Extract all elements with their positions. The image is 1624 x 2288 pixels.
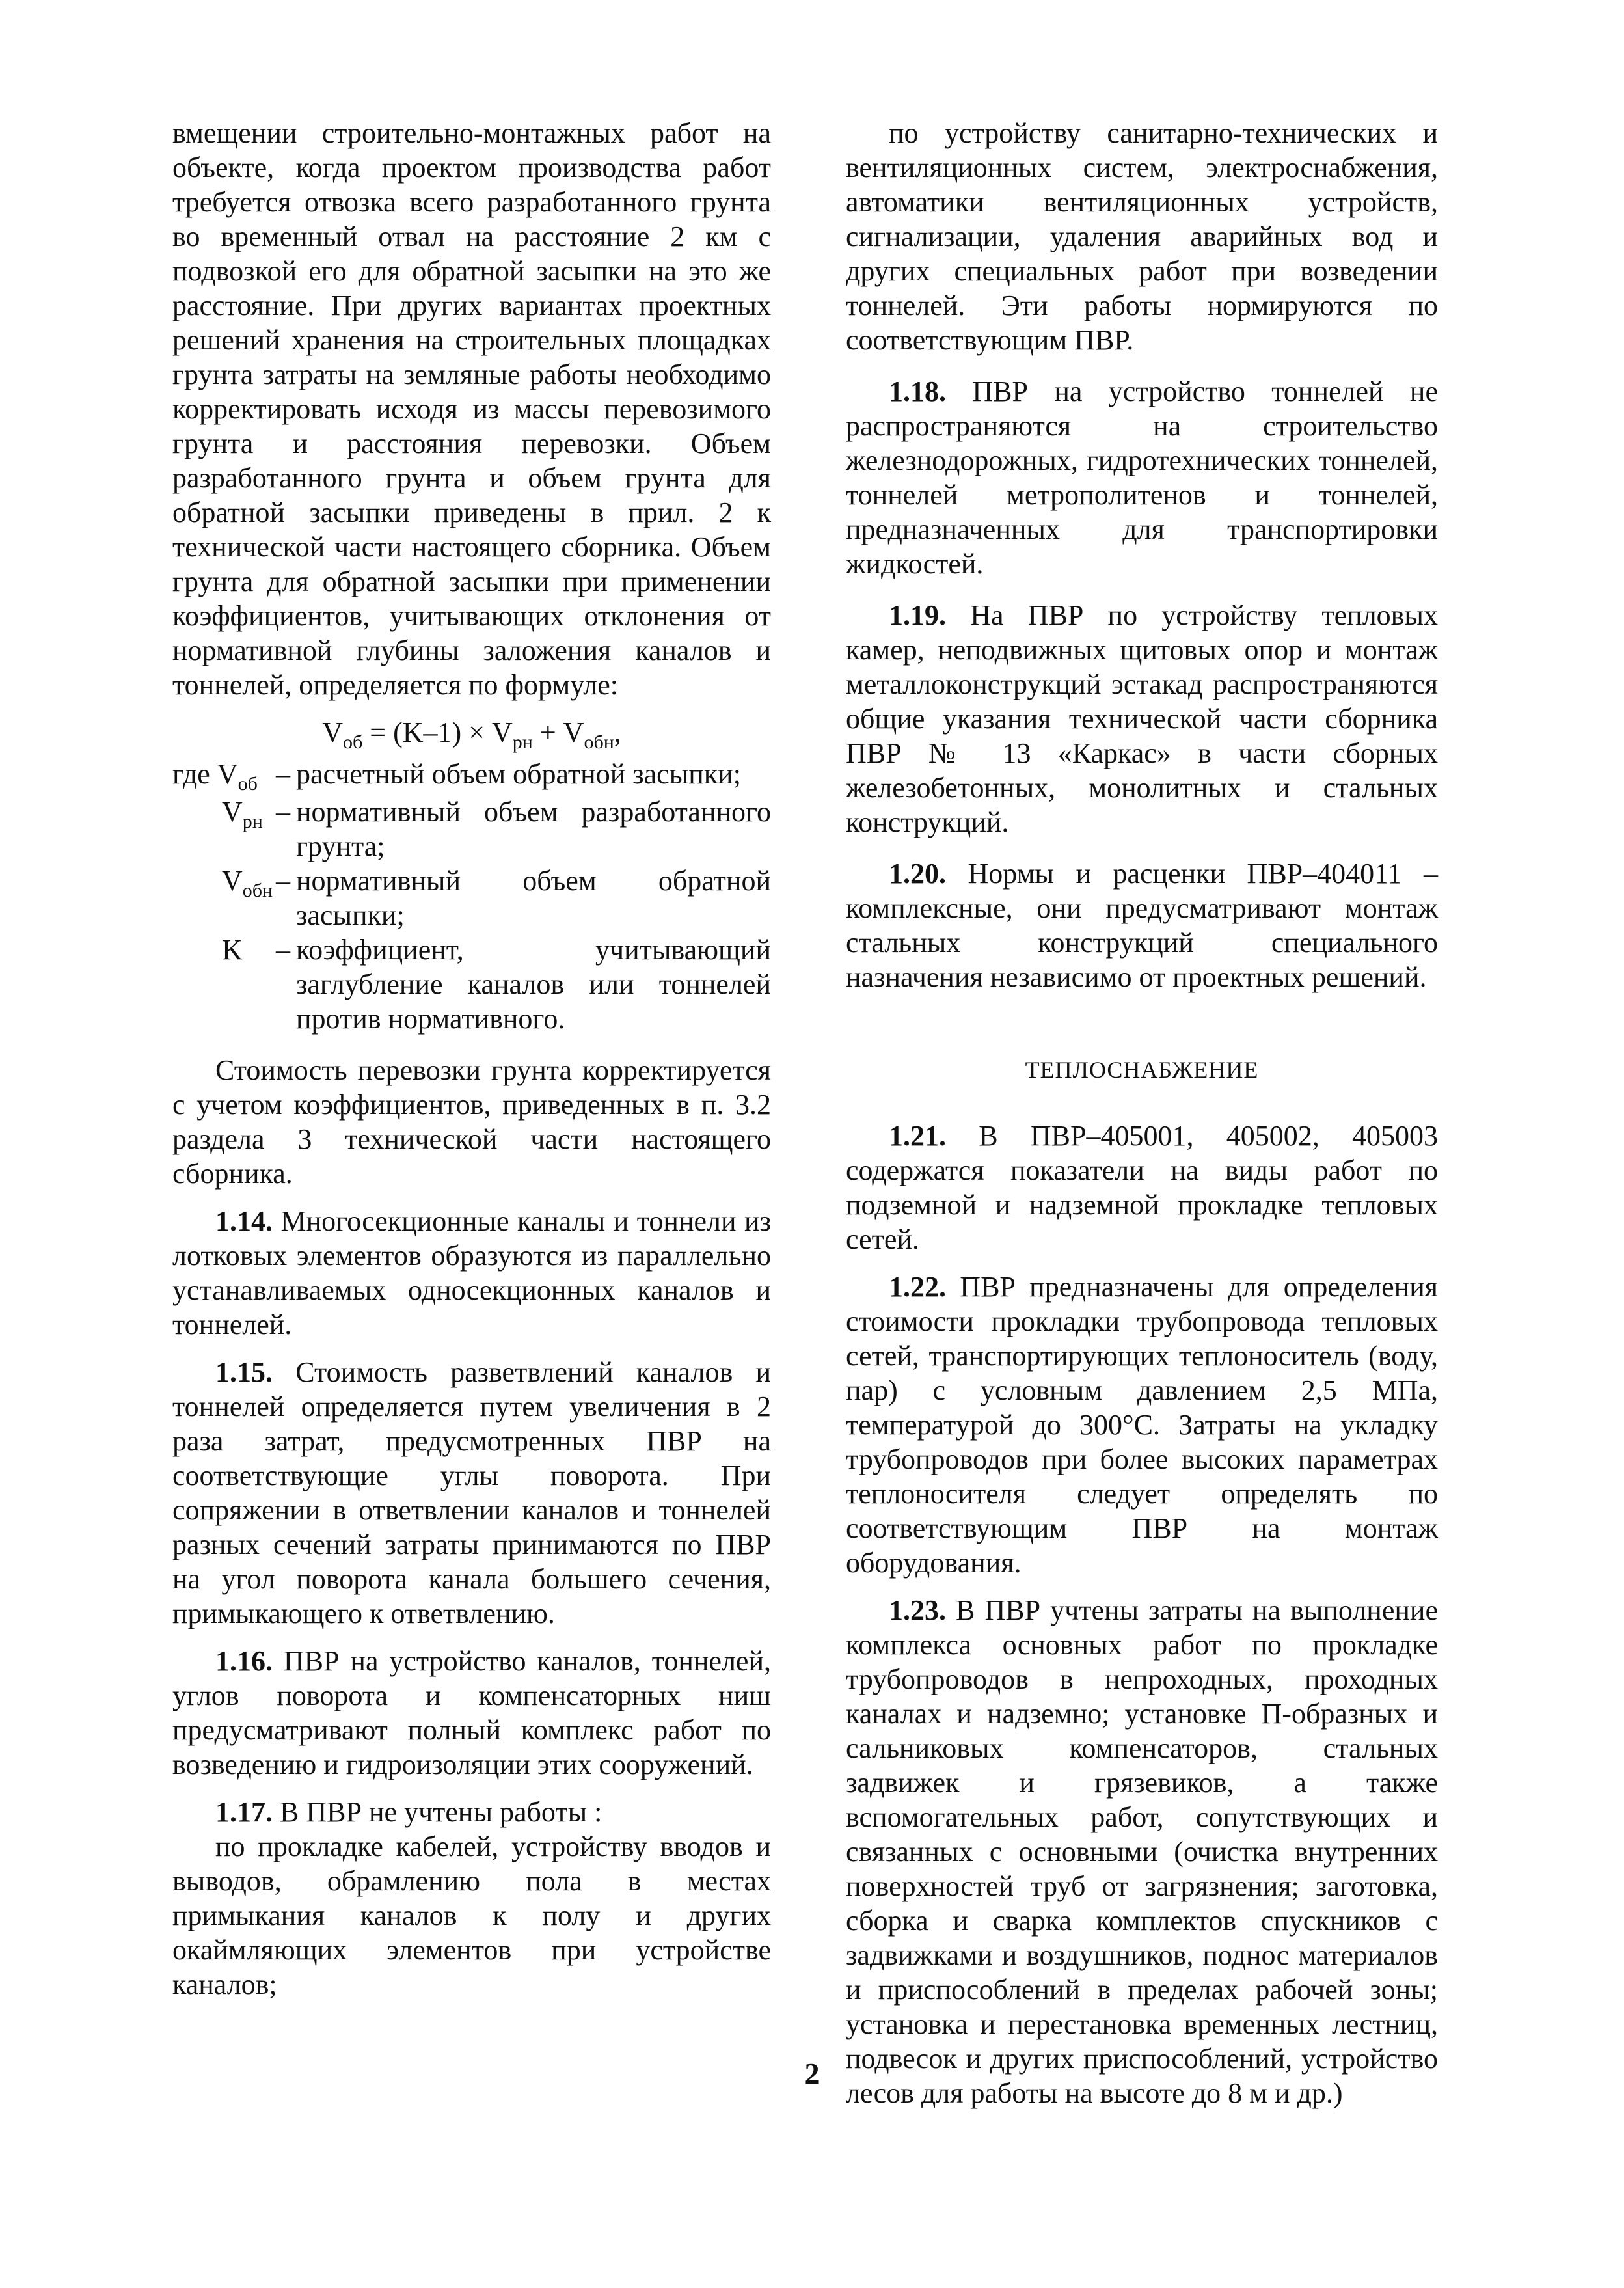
page-number: 2 (804, 2057, 820, 2090)
cost-paragraph: Стоимость перевозки грунта корректируется с учетом коэффициентов, приведенных в п. 3.2 раздела 3 технической части настоящего сборника. (172, 1054, 771, 1190)
definition-item: $V_{обн}$ – нормативный объем обратной засыпки; (222, 865, 771, 931)
paragraph-1-19: 1.19. На ПВР по устройству тепловых камер, неподвижных щитовых опор и монтаж металлоконструкций эстакад распространяются общие указания технической части сборника ПВР № 13 «Каркас» в части сборных железобетонных, монолитных и стальных конструкций. (846, 599, 1438, 838)
paragraph-1-21: 1.21. В ПВР–405001, 405002, 405003 содержатся показатели на виды работ по подземной и надземной прокладке тепловых сетей. (846, 1120, 1438, 1255)
formula-v3: V (563, 716, 584, 748)
formula-sub-rn: рн (512, 731, 533, 753)
formula-sub-obn: обн (584, 731, 614, 753)
paragraph-1-18: 1.18. ПВР на устройство тоннелей не распространяются на строительство железнодорожных, гидротехнических тоннелей, тоннелей метрополитенов и тоннелей, предназначенных для транспортировки жидкостей. (846, 375, 1438, 580)
paragraph-1-17: 1.17. В ПВР не учтены работы : (215, 1796, 602, 1828)
paragraph-1-16: 1.16. ПВР на устройство каналов, тоннелей, углов поворота и компенсаторных ниш предусматривают полный комплекс работ по возведению и гидроизоляции этих сооружений. (172, 1645, 771, 1780)
formula (172, 715, 771, 753)
section-heading: ТЕПЛОСНАБЖЕНИЕ (1025, 1057, 1259, 1083)
right-column (846, 116, 1438, 2123)
paragraph-1-20: 1.20. Нормы и расценки ПВР–404011 – комплексные, они предусматривают монтаж стальных конструкций специального назначения независимо от проектных решений. (846, 858, 1438, 993)
formula-definitions (172, 757, 771, 1036)
paragraph-1-22: 1.22. ПВР предназначены для определения стоимости прокладки трубопровода тепловых сетей, транспортирующих теплоноситель (воду, пар) с условным давлением 2,5 МПа, температурой до 300°С. Затраты на укладку трубопроводов при более высоких параметрах теплоносителя следует определять по соответствующим ПВР на монтаж оборудования. (846, 1271, 1438, 1579)
formula-sub-ob: об (343, 731, 363, 753)
formula-eq: = (K–1) × (362, 716, 492, 748)
formula-v2: V (491, 716, 513, 748)
paragraph-1-17-list-a: по прокладке кабелей, устройству вводов и выводов, обрамлению пола в местах примыкания каналов к полу и других окаймляющих элементов при устройстве каналов; (172, 1831, 771, 2000)
paragraph-1-17-list-b: по устройству санитарно-технических и вентиляционных систем, электроснабжения, автоматики вентиляционных устройств, сигнализации, удаления аварийных вод и других специальных работ при возведении тоннелей. Эти работы нормируются по соответствующим ПВР. (846, 117, 1438, 356)
formula-v: V (322, 716, 343, 748)
paragraph-1-15: 1.15. Стоимость разветвлений каналов и тоннелей определяется путем увеличения в 2 раза затрат, предусмотренных ПВР на соответствующие углы поворота. При сопряжении в ответвлении каналов и тоннелей разных сечений затраты принимаются по ПВР на угол поворота канала большего сечения, примыкающего к ответвлению. (172, 1356, 771, 1629)
definition-item: где $V_{об}$ – расчетный объем обратной засыпки; (172, 758, 741, 795)
left-column (172, 116, 771, 2015)
formula-plus: + (532, 716, 563, 748)
paragraph-1-14: 1.14. Многосекционные каналы и тоннели из лотковых элементов образуются из параллельно устанавливаемых односекционных каналов и тоннелей. (172, 1205, 771, 1341)
formula-end: , (614, 716, 621, 748)
definition-item: K – коэффициент, учитывающий заглубление каналов или тоннелей против нормативного. (222, 934, 771, 1035)
definition-item: $V_{рн}$ – нормативный объем разработанного грунта; (222, 796, 771, 862)
paragraph-1-23: 1.23. В ПВР учтены затраты на выполнение комплекса основных работ по прокладке трубопроводов в непроходных, проходных каналах и надземно; установке П-образных и сальниковых компенсаторов, стальных задвижек и грязевиков, а также вспомогательных работ, сопутствующих и связанных с основными (очистка внутренних поверхностей труб от загрязнения; заготовка, сборка и сварка комплектов спускников с задвижками и воздушников, поднос материалов и приспособлений в пределах рабочей зоны; установка и перестановка временных лестниц, подвесок и других приспособлений, устройство лесов для работы на высоте до 8 м и др.) (846, 1594, 1438, 2109)
intro-paragraph: вмещении строительно-монтажных работ на объекте, когда проектом производства работ требуется отвозка всего разработанного грунта во временный отвал на расстояние 2 км с подвозкой его для обратной засыпки на это же расстояние. При других вариантах проектных решений хранения на строительных площадках грунта затраты на земляные работы необходимо корректировать исходя из массы перевозимого грунта и расстояния перевозки. Объем разработанного грунта и объем грунта для обратной засыпки приведены в прил. 2 к технической части настоящего сборника. Объем грунта для обратной засыпки при применении коэффициентов, учитывающих отклонения от нормативной глубины заложения каналов и тоннелей, определяется по формуле: (172, 117, 771, 701)
